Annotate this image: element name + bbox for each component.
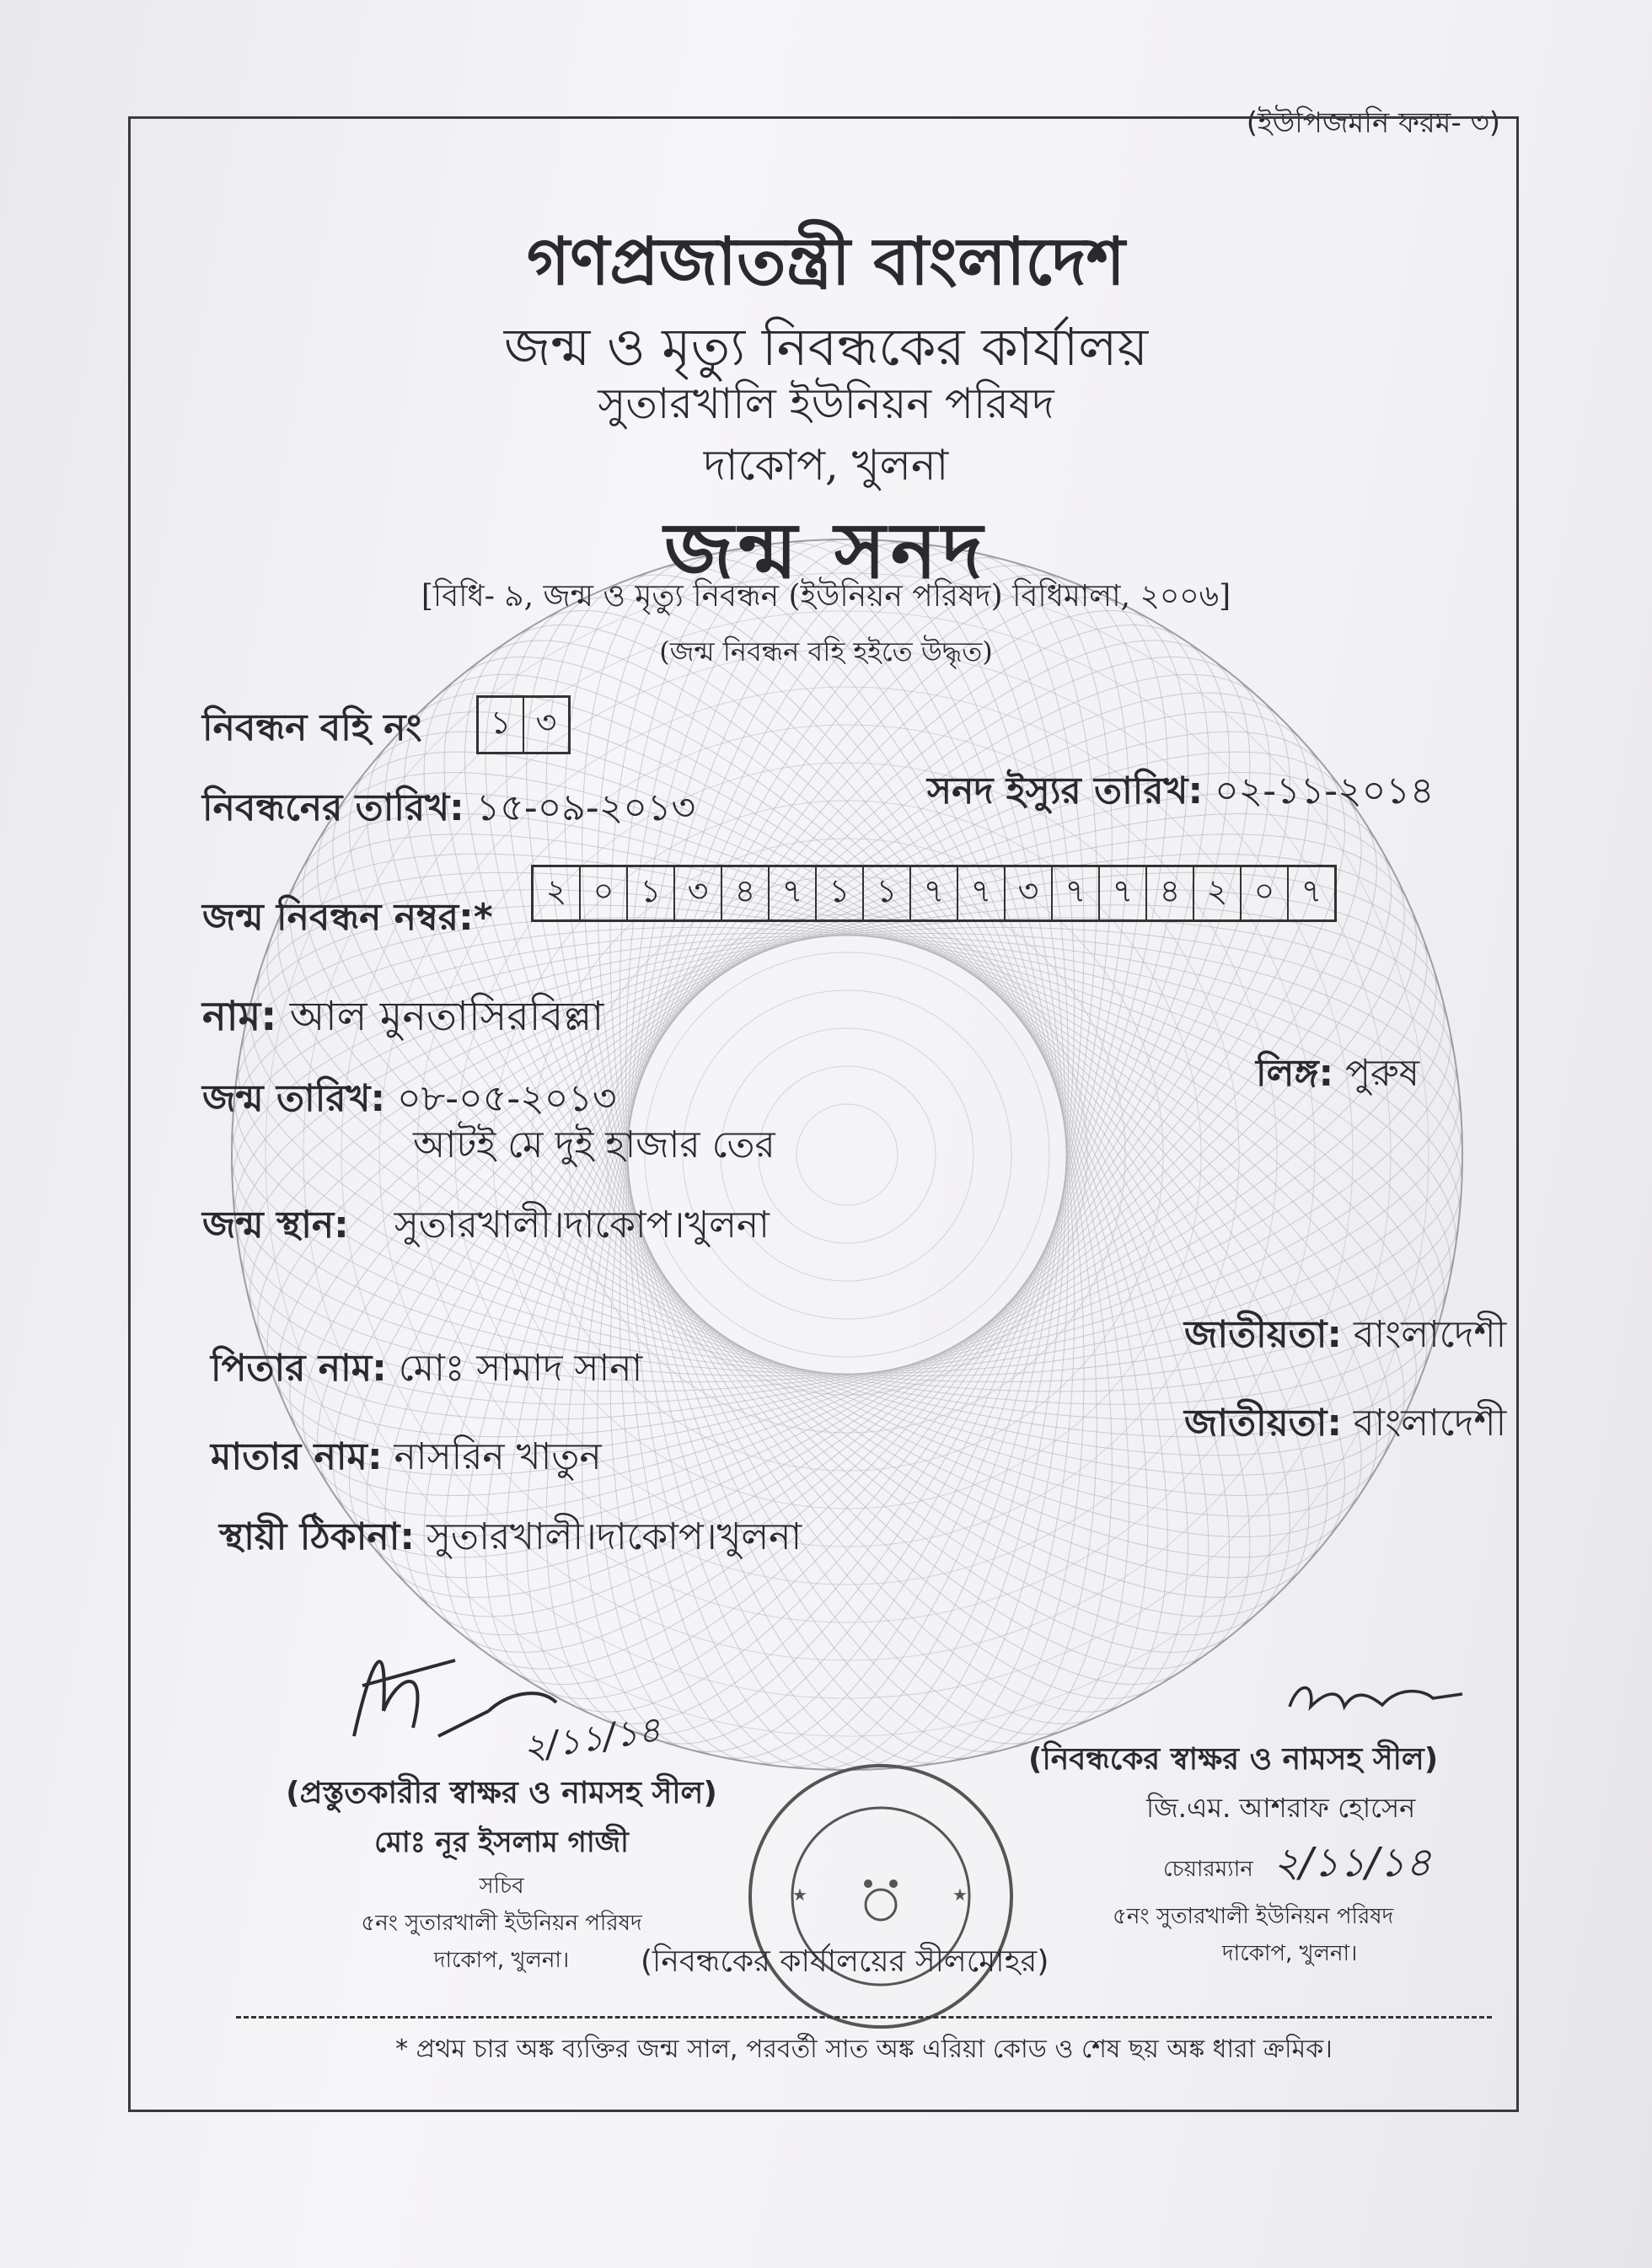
- birth-date-value: ০৮-০৫-২০১৩: [397, 1077, 617, 1120]
- birth-reg-no-digit: ১: [815, 867, 862, 920]
- father-nationality-value: বাংলাদেশী: [1354, 1313, 1507, 1356]
- birth-reg-no-digit: ৭: [1051, 867, 1098, 920]
- mother-nationality-value: বাংলাদেশী: [1354, 1402, 1507, 1445]
- office-seal-stamp: [742, 1757, 1020, 2035]
- seal-caption: (নিবন্ধকের কার্যালয়ের সীলমোহর): [641, 1944, 1049, 1979]
- registration-date-value: ১৫-০৯-২০১৩: [475, 786, 696, 829]
- name-value: আল মুনতাসিরবিল্লা: [289, 993, 604, 1040]
- birth-reg-no-digit: ৪: [721, 867, 768, 920]
- footnote: * প্রথম চার অঙ্ক ব্যক্তির জন্ম সাল, পরবর্তী সাত অঙ্ক এরিয়া কোড ও শেষ ছয় অঙ্ক ধারা ক্রমিক।: [236, 2016, 1492, 2072]
- registrar-designation: চেয়ারম্যান: [1163, 1857, 1253, 1882]
- birth-reg-no-digit: ৪: [1145, 867, 1193, 920]
- registration-date-row: [202, 780, 695, 841]
- mother-nationality-label: জাতীয়তা:: [1184, 1402, 1343, 1445]
- birth-reg-no-digit: ৭: [1287, 867, 1334, 920]
- birth-reg-no-digit: ২: [1193, 867, 1240, 920]
- preparer-office: ৫নং সুতারখালী ইউনিয়ন পরিষদ: [361, 1911, 642, 1936]
- registrar-office: ৫নং সুতারখালী ইউনিয়ন পরিষদ: [1113, 1904, 1394, 1929]
- registration-date-label: নিবন্ধনের তারিখ:: [202, 786, 464, 829]
- gender-row: [1256, 1045, 1419, 1107]
- address-row: [219, 1509, 802, 1570]
- birth-reg-no-digit: ১: [862, 867, 909, 920]
- birth-place-row: [202, 1197, 770, 1258]
- issue-date-label: সনদ ইস্যুর তারিখ:: [927, 769, 1204, 812]
- birth-reg-no-boxes: [531, 865, 1337, 922]
- birth-reg-no-digit: ০: [1240, 867, 1287, 920]
- preparer-name: মোঃ নূর ইসলাম গাজী: [374, 1826, 629, 1859]
- birth-reg-no-label: জন্ম নিবন্ধন নম্বর:*: [202, 896, 493, 939]
- mother-value: নাসরিন খাতুন: [394, 1435, 602, 1478]
- birth-place-value: সুতারখালী।দাকোপ।খুলনা: [394, 1204, 770, 1247]
- birth-reg-no-digit: ২: [545, 872, 567, 909]
- form-number: (ইউপিজমনি ফরম- ৩): [1246, 106, 1500, 140]
- name-row: [202, 986, 603, 1053]
- mother-nationality-row: [1184, 1395, 1506, 1456]
- issue-date-row: [927, 763, 1434, 824]
- preparer-caption: (প্রস্তুতকারীর স্বাক্ষর ও নামসহ সীল): [286, 1776, 717, 1810]
- registrar-designation-row: [1163, 1832, 1551, 1899]
- father-label: পিতার নাম:: [211, 1347, 387, 1390]
- union-heading: সুতারখালি ইউনিয়ন পরিষদ: [598, 379, 1054, 428]
- rule-reference: [বিধি- ৯, জন্ম ও মৃত্যু নিবন্ধন (ইউনিয়ন পরিষদ) বিধিমালা, ২০০৬]: [421, 579, 1231, 614]
- register-book-digit: ৩: [523, 698, 568, 752]
- father-nationality-label: জাতীয়তা:: [1184, 1313, 1343, 1356]
- name-label: নাম:: [202, 993, 277, 1040]
- registrar-signature: [1281, 1673, 1475, 1724]
- svg-text:★: ★: [792, 1885, 807, 1905]
- certificate-title: জন্ম সনদ: [664, 505, 988, 596]
- mother-label: মাতার নাম:: [211, 1435, 383, 1478]
- birth-reg-no-digit: ৩: [673, 867, 721, 920]
- birth-reg-no-digit: ৭: [768, 867, 815, 920]
- location-heading: দাকোপ, খুলনা: [703, 441, 949, 490]
- birth-reg-no-digit: ৭: [1098, 867, 1145, 920]
- registrar-caption: (নিবন্ধকের স্বাক্ষর ও নামসহ সীল): [1028, 1742, 1439, 1777]
- father-nationality-row: [1184, 1306, 1506, 1368]
- address-value: সুতারখালী।দাকোপ।খুলনা: [426, 1515, 802, 1558]
- birth-reg-no-digit: ১: [626, 867, 673, 920]
- birth-date-in-words: আটই মে দুই হাজার তের: [413, 1123, 775, 1166]
- register-book-label: নিবন্ধন বহি নং: [202, 706, 422, 749]
- birth-reg-no-digit: ০: [579, 867, 626, 920]
- gender-value: পুরুষ: [1345, 1052, 1420, 1095]
- birth-place-label: জন্ম স্থান:: [202, 1204, 349, 1247]
- office-heading: জন্ম ও মৃত্যু নিবন্ধকের কার্যালয়: [503, 316, 1149, 378]
- register-book-digit: ১: [490, 704, 512, 741]
- birth-reg-no-digit: ৭: [957, 867, 1004, 920]
- mother-row: [211, 1429, 602, 1490]
- birth-date-label: জন্ম তারিখ:: [202, 1077, 386, 1120]
- father-value: মোঃ সামাদ সানা: [398, 1347, 643, 1390]
- registrar-name: জি.এম. আশরাফ হোসেন: [1146, 1792, 1416, 1824]
- father-row: [211, 1340, 642, 1402]
- birth-reg-no-digit: ৭: [909, 867, 957, 920]
- gender-label: লিঙ্গ:: [1256, 1052, 1334, 1095]
- country-heading: গণপ্রজাতন্ত্রী বাংলাদেশ: [527, 223, 1125, 300]
- registrar-location: দাকোপ, খুলনা।: [1222, 1941, 1358, 1966]
- registrar-block: [1028, 1736, 1551, 1973]
- preparer-location: দাকোপ, খুলনা।: [433, 1948, 570, 1973]
- svg-text:★: ★: [952, 1885, 968, 1905]
- preparer-date: ২/১১/১৪: [519, 1708, 663, 1769]
- extract-note: (জন্ম নিবন্ধন বহি হইতে উদ্ধৃত): [659, 635, 993, 668]
- registrar-date: ২/১১/১৪: [1273, 1839, 1432, 1886]
- address-label: স্থায়ী ঠিকানা:: [219, 1515, 415, 1558]
- register-book-number: [476, 695, 571, 754]
- birth-reg-no-digit: ৩: [1004, 867, 1051, 920]
- preparer-designation: সচিব: [479, 1874, 524, 1899]
- issue-date-value: ০২-১১-২০১৪: [1215, 769, 1435, 812]
